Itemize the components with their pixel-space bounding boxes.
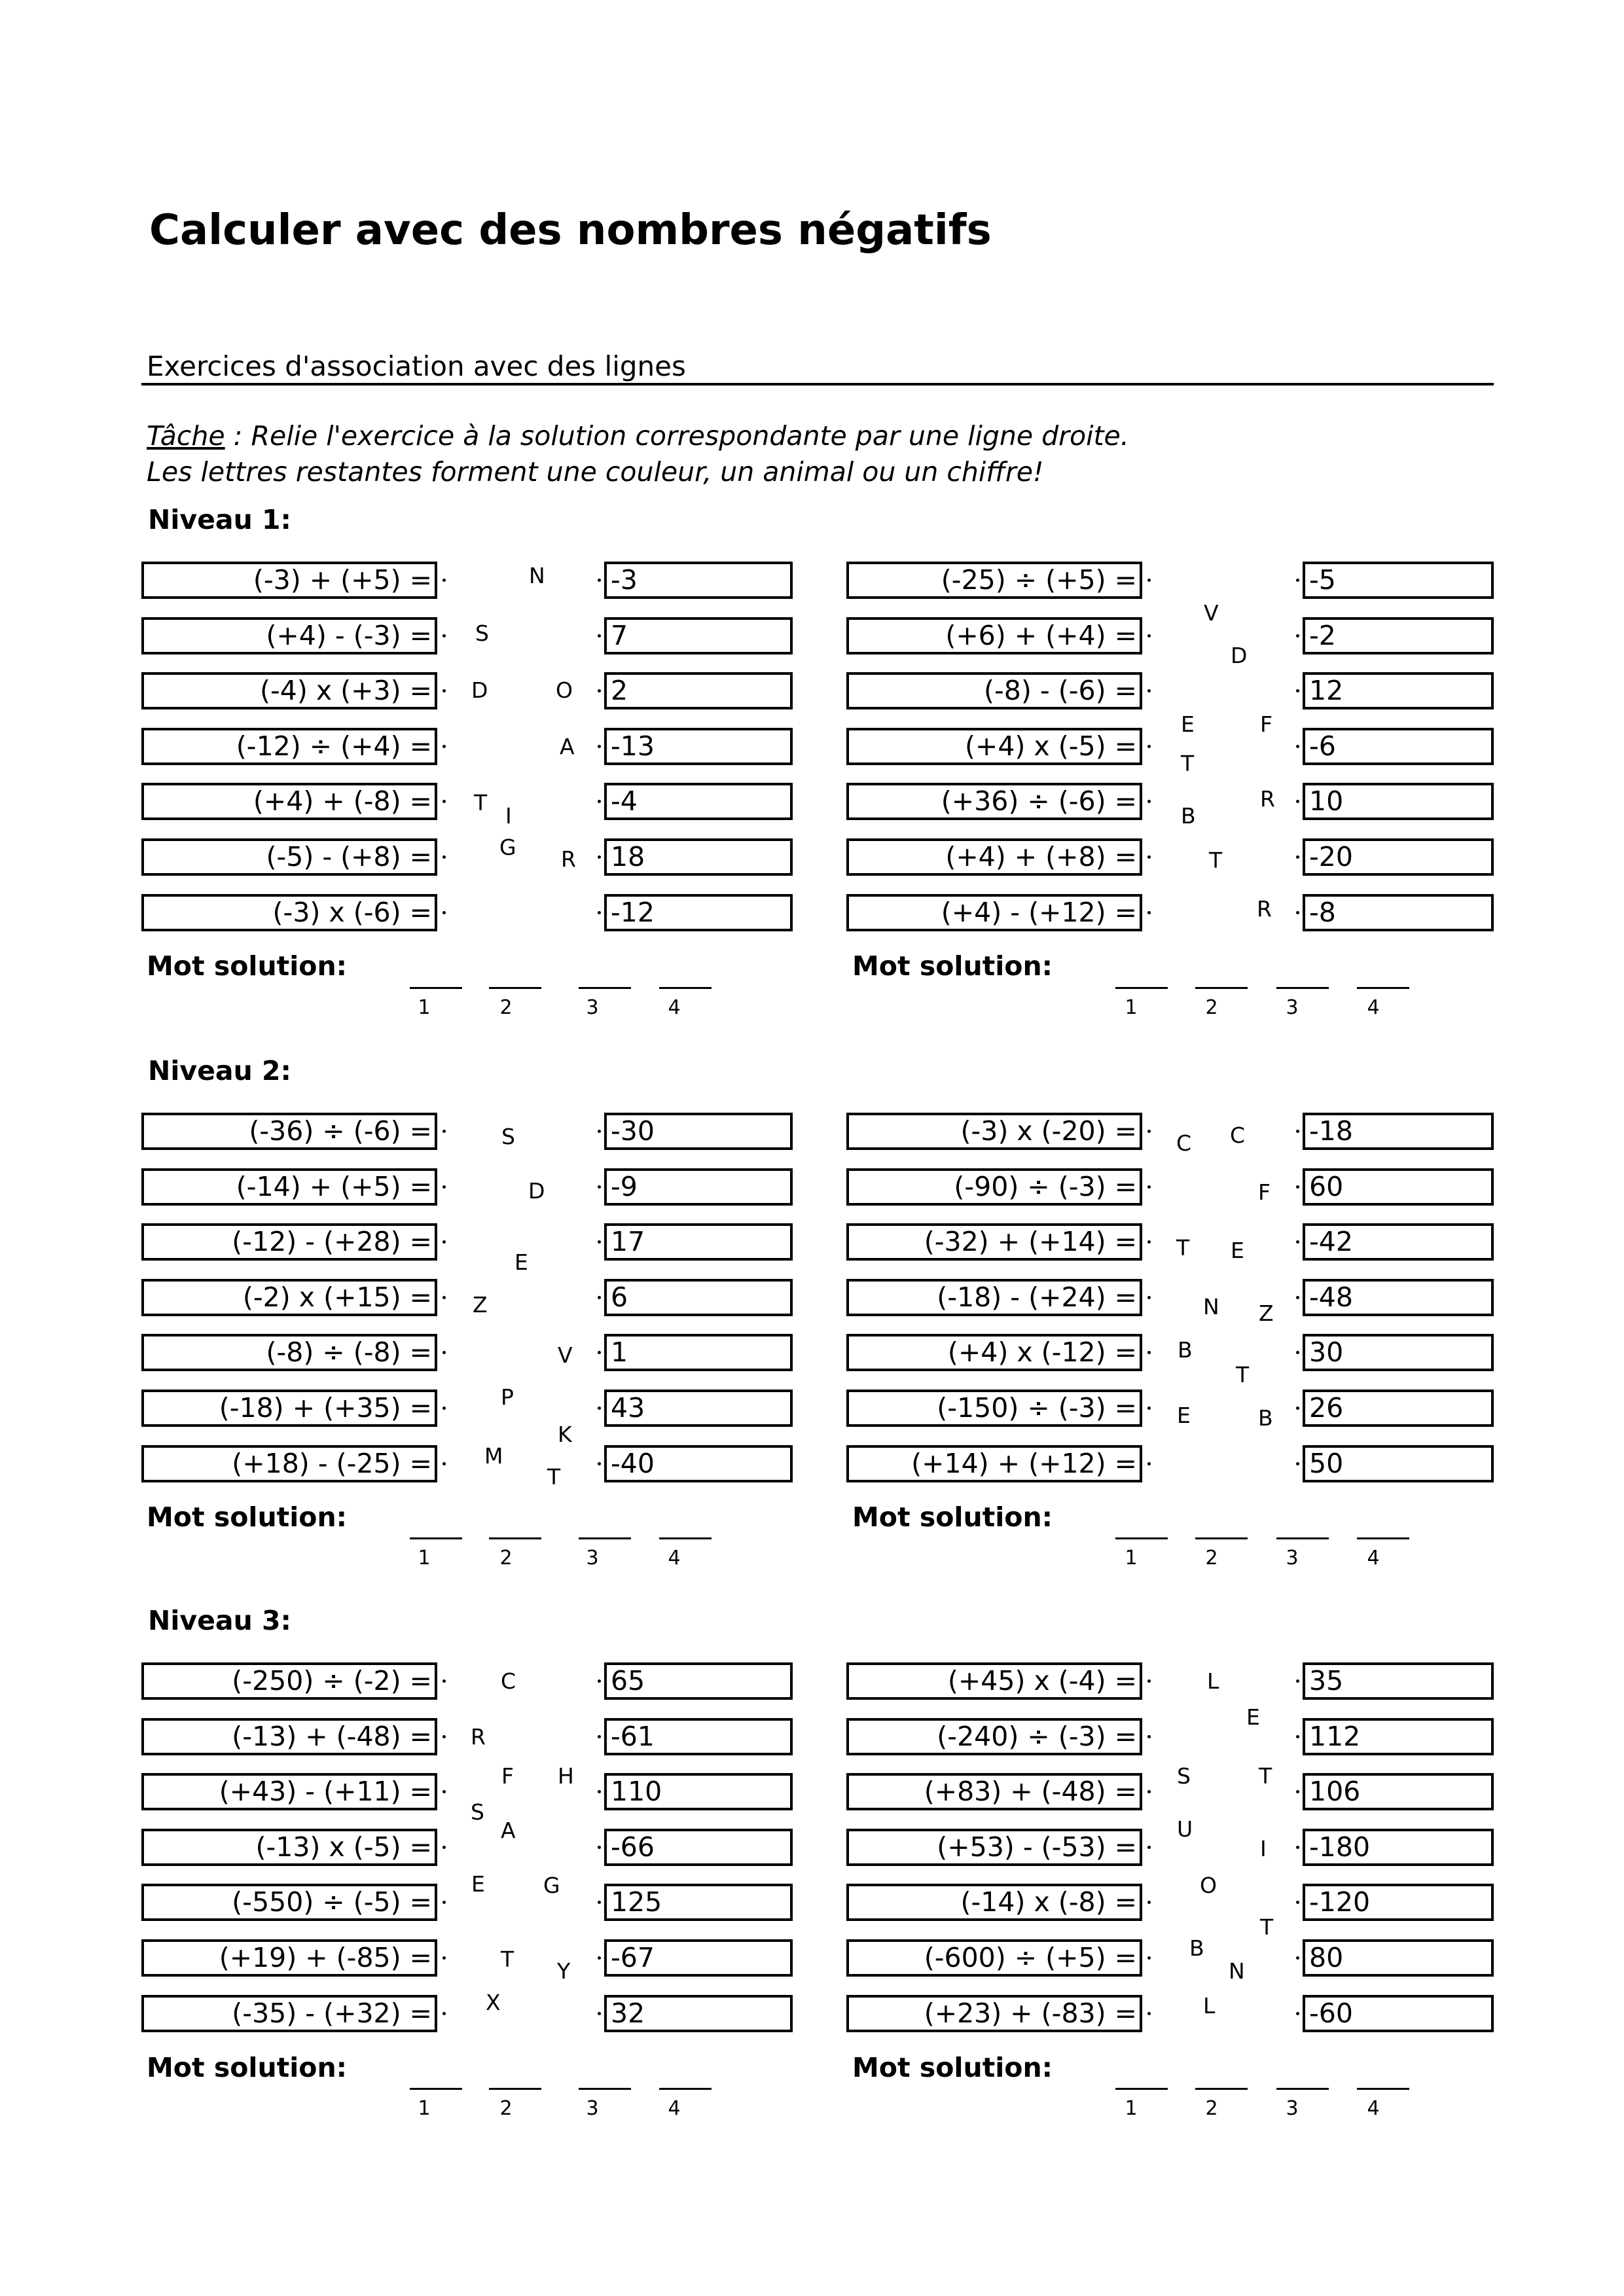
solution-word-label-right: Mot solution: <box>852 2052 1053 2083</box>
solution-connector-dot[interactable] <box>598 745 601 748</box>
scattered-letter: O <box>556 677 573 703</box>
solution-box: 7 <box>604 617 793 655</box>
scattered-letter: B <box>1178 1337 1193 1363</box>
blank-number: 4 <box>1367 2097 1380 2120</box>
scattered-letter: X <box>486 1990 501 2015</box>
exercise-box: (-36) ÷ (-6) = <box>141 1113 437 1150</box>
exercise-box: (+4) + (-8) = <box>141 783 437 820</box>
exercise-connector-dot[interactable] <box>442 1679 446 1683</box>
blank-number: 1 <box>418 1547 431 1570</box>
exercise-connector-dot[interactable] <box>1147 800 1151 803</box>
solution-connector-dot[interactable] <box>598 634 601 637</box>
blank-number: 3 <box>1286 1547 1299 1570</box>
exercise-box: (-12) ÷ (+4) = <box>141 728 437 765</box>
solution-box: -60 <box>1303 1995 1494 2032</box>
solution-letter-blank[interactable] <box>1115 2088 1168 2090</box>
solution-connector-dot[interactable] <box>1296 1735 1299 1738</box>
exercise-connector-dot[interactable] <box>442 1185 446 1189</box>
scattered-letter: U <box>1177 1816 1193 1842</box>
blank-number: 1 <box>1125 1547 1138 1570</box>
exercise-box: (+18) - (-25) = <box>141 1445 437 1482</box>
exercise-box: (-13) + (-48) = <box>141 1718 437 1755</box>
solution-connector-dot[interactable] <box>598 1790 601 1793</box>
blank-number: 1 <box>1125 2097 1138 2120</box>
scattered-letter: Y <box>557 1958 571 1984</box>
exercise-box: (+36) ÷ (-6) = <box>846 783 1142 820</box>
solution-box: -3 <box>604 562 793 599</box>
exercise-connector-dot[interactable] <box>1147 745 1151 748</box>
exercise-connector-dot[interactable] <box>442 1407 446 1410</box>
blank-number: 2 <box>1205 996 1218 1019</box>
section-subtitle: Exercices d'association avec des lignes <box>147 350 686 382</box>
scattered-letter: L <box>1207 1668 1219 1694</box>
scattered-letter: T <box>1176 1235 1190 1261</box>
solution-connector-dot[interactable] <box>598 1679 601 1683</box>
solution-box: 26 <box>1303 1390 1494 1427</box>
exercise-box: (+4) x (-5) = <box>846 728 1142 765</box>
solution-connector-dot[interactable] <box>598 1130 601 1133</box>
exercise-box: (-150) ÷ (-3) = <box>846 1390 1142 1427</box>
scattered-letter: S <box>471 1799 484 1825</box>
scattered-letter: A <box>501 1818 516 1843</box>
solution-letter-blank[interactable] <box>489 2088 541 2090</box>
exercise-box: (-2) x (+15) = <box>141 1279 437 1316</box>
exercise-box: (-4) x (+3) = <box>141 672 437 709</box>
exercise-connector-dot[interactable] <box>1147 2012 1151 2015</box>
exercise-box: (+4) - (-3) = <box>141 617 437 655</box>
exercise-box: (+45) x (-4) = <box>846 1662 1142 1700</box>
solution-letter-blank[interactable] <box>1195 1537 1248 1539</box>
exercise-connector-dot[interactable] <box>1147 1240 1151 1244</box>
solution-box: 2 <box>604 672 793 709</box>
exercise-connector-dot[interactable] <box>442 1462 446 1465</box>
solution-connector-dot[interactable] <box>1296 1407 1299 1410</box>
exercise-box: (-8) - (-6) = <box>846 672 1142 709</box>
blank-number: 1 <box>418 2097 431 2120</box>
solution-connector-dot[interactable] <box>1296 1185 1299 1189</box>
scattered-letter: R <box>1260 786 1275 812</box>
blank-number: 2 <box>499 996 513 1019</box>
exercise-connector-dot[interactable] <box>1147 1735 1151 1738</box>
solution-box: 110 <box>604 1773 793 1810</box>
scattered-letter: C <box>1176 1130 1192 1156</box>
blank-number: 4 <box>1367 996 1380 1019</box>
task-instruction-line-1 <box>147 420 1129 452</box>
solution-box: 65 <box>604 1662 793 1700</box>
scattered-letter: C <box>501 1668 516 1694</box>
exercise-connector-dot[interactable] <box>1147 1679 1151 1683</box>
solution-box: -42 <box>1303 1223 1494 1261</box>
scattered-letter: I <box>505 803 512 829</box>
solution-box: -180 <box>1303 1829 1494 1866</box>
solution-box: 6 <box>604 1279 793 1316</box>
solution-connector-dot[interactable] <box>598 911 601 914</box>
solution-connector-dot[interactable] <box>598 1240 601 1244</box>
solution-box: -20 <box>1303 838 1494 876</box>
exercise-connector-dot[interactable] <box>1147 911 1151 914</box>
solution-word-label-right: Mot solution: <box>852 1501 1053 1533</box>
scattered-letter: N <box>1203 1294 1219 1319</box>
exercise-connector-dot[interactable] <box>1147 1185 1151 1189</box>
solution-box: 17 <box>604 1223 793 1261</box>
exercise-connector-dot[interactable] <box>442 1735 446 1738</box>
scattered-letter: C <box>1230 1122 1246 1148</box>
scattered-letter: M <box>484 1443 503 1469</box>
solution-connector-dot[interactable] <box>598 1351 601 1354</box>
solution-box: 32 <box>604 1995 793 2032</box>
exercise-connector-dot[interactable] <box>1147 634 1151 637</box>
exercise-box: (-250) ÷ (-2) = <box>141 1662 437 1700</box>
scattered-letter: E <box>514 1249 528 1275</box>
solution-letter-blank[interactable] <box>1276 2088 1329 2090</box>
solution-connector-dot[interactable] <box>1296 745 1299 748</box>
scattered-letter: D <box>471 677 488 703</box>
solution-letter-blank[interactable] <box>1357 1537 1409 1539</box>
solution-letter-blank[interactable] <box>659 1537 712 1539</box>
blank-number: 3 <box>586 2097 599 2120</box>
solution-letter-blank[interactable] <box>1276 987 1329 989</box>
exercise-box: (-12) - (+28) = <box>141 1223 437 1261</box>
solution-box: -18 <box>1303 1113 1494 1150</box>
solution-box: 50 <box>1303 1445 1494 1482</box>
page-title: Calculer avec des nombres négatifs <box>149 206 992 255</box>
blank-number: 2 <box>1205 2097 1218 2120</box>
solution-connector-dot[interactable] <box>598 1296 601 1299</box>
exercise-box: (-240) ÷ (-3) = <box>846 1718 1142 1755</box>
scattered-letter: G <box>543 1873 560 1898</box>
scattered-letter: B <box>1258 1405 1273 1431</box>
solution-word-label-left: Mot solution: <box>147 2052 348 2083</box>
solution-box: -9 <box>604 1168 793 1206</box>
scattered-letter: V <box>558 1342 573 1368</box>
scattered-letter: V <box>1204 600 1219 626</box>
solution-box: -40 <box>604 1445 793 1482</box>
task-instruction-text: : Relie l'exercice à la solution correspondante par une ligne droite. <box>225 420 1129 452</box>
task-instruction-line-2: Les lettres restantes forment une couleur, un animal ou un chiffre! <box>147 456 1044 488</box>
solution-letter-blank[interactable] <box>659 987 712 989</box>
blank-number: 2 <box>499 2097 513 2120</box>
scattered-letter: I <box>1260 1836 1267 1861</box>
scattered-letter: F <box>1260 711 1272 737</box>
scattered-letter: R <box>471 1724 486 1749</box>
blank-number: 4 <box>668 996 681 1019</box>
scattered-letter: T <box>1209 848 1223 873</box>
exercise-connector-dot[interactable] <box>1147 1846 1151 1849</box>
solution-letter-blank[interactable] <box>1357 2088 1409 2090</box>
exercise-connector-dot[interactable] <box>442 1240 446 1244</box>
solution-connector-dot[interactable] <box>598 1462 601 1465</box>
exercise-connector-dot[interactable] <box>1147 579 1151 582</box>
subtitle-underline <box>141 383 1494 386</box>
scattered-letter: O <box>1200 1873 1217 1898</box>
exercise-connector-dot[interactable] <box>1147 1462 1151 1465</box>
scattered-letter: F <box>1258 1179 1271 1205</box>
solution-word-label-left: Mot solution: <box>147 1501 348 1533</box>
exercise-box: (-18) - (+24) = <box>846 1279 1142 1316</box>
solution-connector-dot[interactable] <box>598 2012 601 2015</box>
solution-connector-dot[interactable] <box>598 855 601 859</box>
solution-word-label-left: Mot solution: <box>147 950 348 982</box>
level-2-label: Niveau 2: <box>148 1055 291 1086</box>
solution-connector-dot[interactable] <box>1296 1296 1299 1299</box>
blank-number: 3 <box>586 996 599 1019</box>
exercise-connector-dot[interactable] <box>1147 1130 1151 1133</box>
solution-letter-blank[interactable] <box>579 2088 631 2090</box>
scattered-letter: H <box>558 1763 574 1789</box>
solution-letter-blank[interactable] <box>1115 1537 1168 1539</box>
solution-connector-dot[interactable] <box>598 579 601 582</box>
solution-connector-dot[interactable] <box>1296 911 1299 914</box>
exercise-box: (+6) + (+4) = <box>846 617 1142 655</box>
exercise-connector-dot[interactable] <box>442 2012 446 2015</box>
scattered-letter: E <box>1177 1403 1191 1428</box>
scattered-letter: T <box>1181 751 1195 776</box>
blank-number: 1 <box>418 996 431 1019</box>
blank-number: 4 <box>1367 1547 1380 1570</box>
solution-box: -67 <box>604 1939 793 1977</box>
scattered-letter: L <box>1203 1993 1216 2018</box>
exercise-connector-dot[interactable] <box>442 745 446 748</box>
scattered-letter: S <box>1177 1763 1191 1789</box>
scattered-letter: N <box>529 563 545 588</box>
scattered-letter: B <box>1189 1935 1204 1961</box>
scattered-letter: S <box>475 620 489 646</box>
scattered-letter: T <box>547 1464 561 1490</box>
solution-box: -8 <box>1303 894 1494 931</box>
exercise-box: (-3) x (-20) = <box>846 1113 1142 1150</box>
solution-connector-dot[interactable] <box>1296 1901 1299 1904</box>
solution-box: -48 <box>1303 1279 1494 1316</box>
exercise-box: (+53) - (-53) = <box>846 1829 1142 1866</box>
level-3-label: Niveau 3: <box>148 1605 291 1636</box>
scattered-letter: Z <box>473 1292 488 1318</box>
blank-number: 1 <box>1125 996 1138 1019</box>
exercise-connector-dot[interactable] <box>1147 1956 1151 1960</box>
scattered-letter: T <box>501 1946 514 1972</box>
exercise-connector-dot[interactable] <box>1147 1296 1151 1299</box>
solution-box: 125 <box>604 1884 793 1921</box>
exercise-connector-dot[interactable] <box>442 1846 446 1849</box>
solution-connector-dot[interactable] <box>598 1735 601 1738</box>
exercise-box: (-600) ÷ (+5) = <box>846 1939 1142 1977</box>
exercise-connector-dot[interactable] <box>442 1790 446 1793</box>
solution-connector-dot[interactable] <box>598 1846 601 1849</box>
exercise-connector-dot[interactable] <box>1147 1407 1151 1410</box>
solution-letter-blank[interactable] <box>1276 1537 1329 1539</box>
solution-box: -120 <box>1303 1884 1494 1921</box>
solution-box: -13 <box>604 728 793 765</box>
exercise-connector-dot[interactable] <box>442 1296 446 1299</box>
solution-connector-dot[interactable] <box>598 1407 601 1410</box>
solution-connector-dot[interactable] <box>598 1956 601 1960</box>
exercise-connector-dot[interactable] <box>1147 1351 1151 1354</box>
scattered-letter: E <box>1181 711 1195 737</box>
exercise-connector-dot[interactable] <box>1147 1790 1151 1793</box>
solution-box: -30 <box>604 1113 793 1150</box>
scattered-letter: R <box>561 846 576 872</box>
solution-box: -61 <box>604 1718 793 1755</box>
exercise-box: (-3) + (+5) = <box>141 562 437 599</box>
solution-letter-blank[interactable] <box>489 987 541 989</box>
solution-connector-dot[interactable] <box>1296 579 1299 582</box>
solution-box: 18 <box>604 838 793 876</box>
exercise-box: (-25) ÷ (+5) = <box>846 562 1142 599</box>
solution-connector-dot[interactable] <box>598 1901 601 1904</box>
solution-letter-blank[interactable] <box>1357 987 1409 989</box>
scattered-letter: T <box>1260 1914 1274 1940</box>
blank-number: 3 <box>586 1547 599 1570</box>
task-label: Tâche <box>147 420 225 452</box>
solution-letter-blank[interactable] <box>659 2088 712 2090</box>
solution-connector-dot[interactable] <box>1296 2012 1299 2015</box>
solution-box: 43 <box>604 1390 793 1427</box>
exercise-box: (-3) x (-6) = <box>141 894 437 931</box>
exercise-connector-dot[interactable] <box>1147 855 1151 859</box>
blank-number: 2 <box>1205 1547 1218 1570</box>
solution-connector-dot[interactable] <box>1296 1462 1299 1465</box>
exercise-box: (-5) - (+8) = <box>141 838 437 876</box>
exercise-box: (-18) + (+35) = <box>141 1390 437 1427</box>
scattered-letter: E <box>1231 1238 1244 1263</box>
exercise-connector-dot[interactable] <box>442 1351 446 1354</box>
exercise-box: (-13) x (-5) = <box>141 1829 437 1866</box>
solution-box: -2 <box>1303 617 1494 655</box>
exercise-box: (+23) + (-83) = <box>846 1995 1142 2032</box>
blank-number: 3 <box>1286 2097 1299 2120</box>
level-1-label: Niveau 1: <box>148 504 291 535</box>
blank-number: 2 <box>499 1547 513 1570</box>
solution-letter-blank[interactable] <box>410 2088 462 2090</box>
exercise-connector-dot[interactable] <box>442 579 446 582</box>
solution-box: -12 <box>604 894 793 931</box>
solution-letter-blank[interactable] <box>1115 987 1168 989</box>
exercise-box: (+4) + (+8) = <box>846 838 1142 876</box>
solution-box: 12 <box>1303 672 1494 709</box>
solution-letter-blank[interactable] <box>1195 2088 1248 2090</box>
scattered-letter: S <box>501 1124 515 1149</box>
exercise-box: (-14) + (+5) = <box>141 1168 437 1206</box>
scattered-letter: K <box>558 1422 572 1447</box>
solution-letter-blank[interactable] <box>410 1537 462 1539</box>
solution-connector-dot[interactable] <box>1296 800 1299 803</box>
scattered-letter: T <box>474 790 488 816</box>
exercise-box: (-90) ÷ (-3) = <box>846 1168 1142 1206</box>
exercise-connector-dot[interactable] <box>442 634 446 637</box>
scattered-letter: E <box>1246 1704 1260 1730</box>
scattered-letter: T <box>1236 1362 1250 1388</box>
solution-connector-dot[interactable] <box>598 800 601 803</box>
solution-connector-dot[interactable] <box>1296 855 1299 859</box>
scattered-letter: P <box>501 1384 514 1410</box>
solution-box: 112 <box>1303 1718 1494 1755</box>
solution-box: 10 <box>1303 783 1494 820</box>
solution-letter-blank[interactable] <box>579 1537 631 1539</box>
blank-number: 4 <box>668 1547 681 1570</box>
solution-letter-blank[interactable] <box>489 1537 541 1539</box>
solution-connector-dot[interactable] <box>1296 1351 1299 1354</box>
solution-box: -66 <box>604 1829 793 1866</box>
exercise-box: (+19) + (-85) = <box>141 1939 437 1977</box>
solution-box: -5 <box>1303 562 1494 599</box>
solution-box: 60 <box>1303 1168 1494 1206</box>
exercise-connector-dot[interactable] <box>442 1130 446 1133</box>
exercise-box: (+4) - (+12) = <box>846 894 1142 931</box>
exercise-box: (-8) ÷ (-8) = <box>141 1334 437 1371</box>
scattered-letter: B <box>1181 803 1196 829</box>
solution-connector-dot[interactable] <box>1296 1956 1299 1960</box>
solution-word-label-right: Mot solution: <box>852 950 1053 982</box>
scattered-letter: Z <box>1259 1300 1274 1326</box>
blank-number: 4 <box>668 2097 681 2120</box>
scattered-letter: N <box>1229 1958 1245 1984</box>
solution-box: 1 <box>604 1334 793 1371</box>
solution-box: 30 <box>1303 1334 1494 1371</box>
exercise-box: (-35) - (+32) = <box>141 1995 437 2032</box>
solution-connector-dot[interactable] <box>1296 1790 1299 1793</box>
solution-connector-dot[interactable] <box>1296 1240 1299 1244</box>
scattered-letter: D <box>1231 643 1248 668</box>
exercise-connector-dot[interactable] <box>442 1956 446 1960</box>
exercise-connector-dot[interactable] <box>442 689 446 692</box>
exercise-connector-dot[interactable] <box>442 911 446 914</box>
solution-letter-blank[interactable] <box>579 987 631 989</box>
exercise-connector-dot[interactable] <box>1147 1901 1151 1904</box>
solution-connector-dot[interactable] <box>1296 1130 1299 1133</box>
exercise-connector-dot[interactable] <box>1147 689 1151 692</box>
solution-connector-dot[interactable] <box>1296 634 1299 637</box>
solution-box: -6 <box>1303 728 1494 765</box>
solution-letter-blank[interactable] <box>410 987 462 989</box>
scattered-letter: D <box>528 1178 545 1204</box>
exercise-box: (-14) x (-8) = <box>846 1884 1142 1921</box>
solution-box: 80 <box>1303 1939 1494 1977</box>
exercise-connector-dot[interactable] <box>442 1901 446 1904</box>
solution-connector-dot[interactable] <box>1296 1679 1299 1683</box>
exercise-box: (-550) ÷ (-5) = <box>141 1884 437 1921</box>
blank-number: 3 <box>1286 996 1299 1019</box>
exercise-box: (-32) + (+14) = <box>846 1223 1142 1261</box>
solution-letter-blank[interactable] <box>1195 987 1248 989</box>
exercise-connector-dot[interactable] <box>442 800 446 803</box>
exercise-box: (+14) + (+12) = <box>846 1445 1142 1482</box>
exercise-connector-dot[interactable] <box>442 855 446 859</box>
scattered-letter: T <box>1259 1763 1272 1789</box>
solution-connector-dot[interactable] <box>1296 689 1299 692</box>
solution-connector-dot[interactable] <box>598 1185 601 1189</box>
exercise-box: (+83) + (-48) = <box>846 1773 1142 1810</box>
solution-connector-dot[interactable] <box>598 689 601 692</box>
solution-box: 106 <box>1303 1773 1494 1810</box>
exercise-box: (+43) - (+11) = <box>141 1773 437 1810</box>
scattered-letter: G <box>499 834 516 860</box>
solution-box: 35 <box>1303 1662 1494 1700</box>
scattered-letter: F <box>501 1763 514 1789</box>
scattered-letter: E <box>471 1871 485 1897</box>
exercise-box: (+4) x (-12) = <box>846 1334 1142 1371</box>
solution-box: -4 <box>604 783 793 820</box>
scattered-letter: A <box>560 734 575 759</box>
scattered-letter: R <box>1257 896 1272 922</box>
solution-connector-dot[interactable] <box>1296 1846 1299 1849</box>
